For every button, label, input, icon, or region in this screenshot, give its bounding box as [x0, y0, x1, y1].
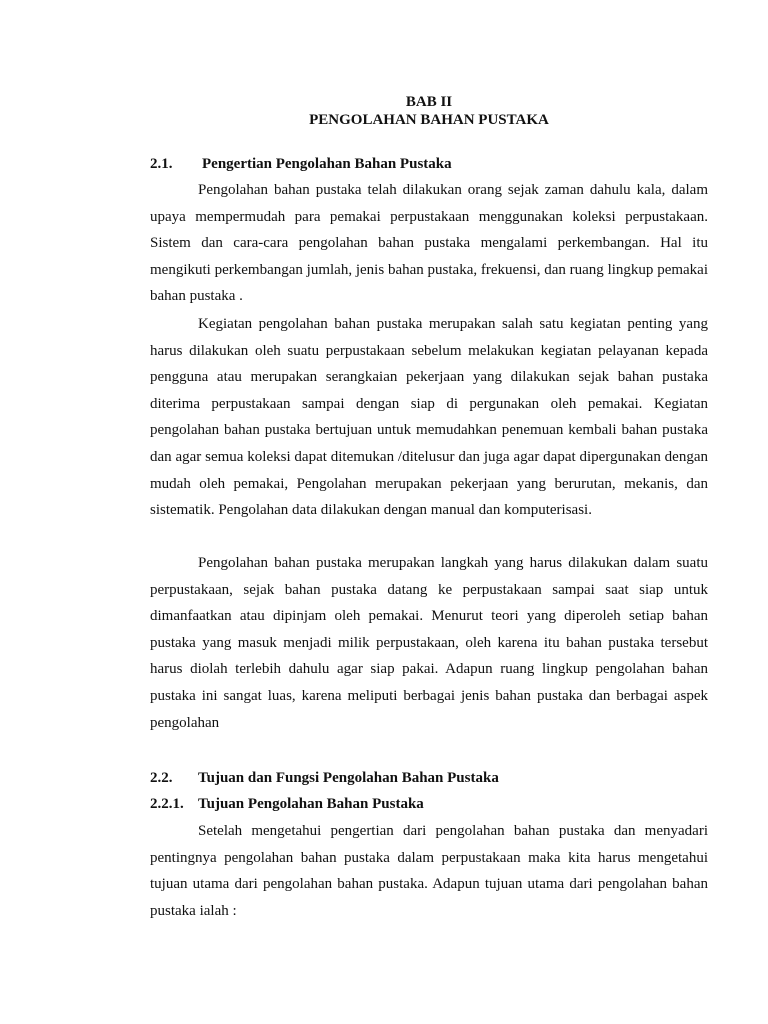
- section-heading-2-2-1: [150, 795, 424, 813]
- paragraph-3: Pengolahan bahan pustaka merupakan langkah yang harus dilakukan dalam suatu perpustakaan, sejak bahan pustaka datang ke perpustakaan sampai saat siap untuk dimanfaatkan atau dipinjam oleh pemakai. Menurut teori yang diperoleh setiap bahan pustaka yang masuk menjadi milik perpustakaan, oleh karena itu bahan pustaka tersebut harus diolah terlebih dahulu agar siap pakai. Adapun ruang lingkup pengolahan bahan pustaka ini sangat luas, karena meliputi berbagai jenis bahan pustaka dan berbagai aspek pengolahan: [150, 555, 708, 731]
- section-title: Pengertian Pengolahan Bahan Pustaka: [202, 156, 452, 172]
- chapter-number: BAB II: [405, 94, 453, 110]
- paragraph-2: Kegiatan pengolahan bahan pustaka merupakan salah satu kegiatan penting yang harus dilakukan oleh suatu perpustakaan sebelum melakukan kegiatan pelayanan kepada pengguna atau merupakan serangkaian pekerjaan yang dilakukan sejak bahan pustaka diterima perpustakaan sampai dengan siap di pergunakan oleh pemakai. Kegiatan pengolahan bahan pustaka bertujuan untuk memudahkan penemuan kembali bahan pustaka dan agar semua koleksi dapat ditemukan /ditelusur dan juga agar dapat dipergunakan dengan mudah oleh pemakai, Pengolahan merupakan pekerjaan yang berurutan, mekanis, dan sistematik. Pengolahan data dilakukan dengan manual dan komputerisasi.: [150, 316, 708, 519]
- section-number: 2.1.: [150, 156, 173, 172]
- section-number: 2.2.1.: [150, 796, 184, 812]
- section-number: 2.2.: [150, 770, 173, 786]
- paragraph-1: Pengolahan bahan pustaka telah dilakukan orang sejak zaman dahulu kala, dalam upaya mempermudah para pemakai perpustakaan menggunakan koleksi perpustakaan. Sistem dan cara-cara pengolahan bahan pustaka mengalami perkembangan. Hal itu mengikuti perkembangan jumlah, jenis bahan pustaka, frekuensi, dan ruang lingkup pemakai bahan pustaka .: [150, 182, 708, 305]
- section-title: Tujuan Pengolahan Bahan Pustaka: [198, 796, 424, 812]
- section-title: Tujuan dan Fungsi Pengolahan Bahan Pustaka: [198, 770, 499, 786]
- paragraph-4: Setelah mengetahui pengertian dari pengolahan bahan pustaka dan menyadari pentingnya pengolahan bahan pustaka dalam perpustakaan maka kita harus mengetahui tujuan utama dari pengolahan bahan pustaka. Adapun tujuan utama dari pengolahan bahan pustaka ialah :: [150, 823, 708, 919]
- section-heading-2-1: [150, 155, 452, 173]
- chapter-title: PENGOLAHAN BAHAN PUSTAKA: [309, 112, 549, 128]
- section-heading-2-2: [150, 769, 499, 787]
